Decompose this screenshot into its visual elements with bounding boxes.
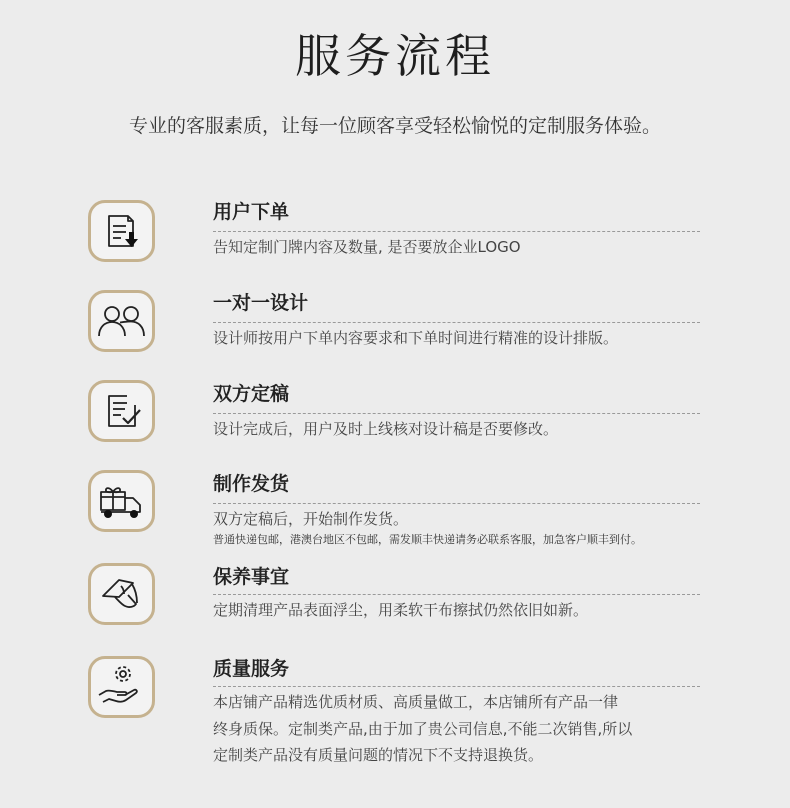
document-check-icon	[91, 383, 152, 439]
icon-frame	[88, 200, 155, 262]
page-subtitle: 专业的客服素质，让每一位顾客享受轻松愉悦的定制服务体验。	[128, 115, 661, 137]
step-title: 用户下单	[213, 201, 290, 223]
icon-frame	[88, 470, 155, 532]
icon-frame	[88, 380, 155, 442]
dashed-divider	[213, 413, 700, 414]
shipping-note: 普通快递包邮，港澳台地区不包邮，需发顺丰快递请务必联系客服，加急客户顺丰到付。	[213, 533, 642, 546]
page-title: 服务流程	[295, 29, 495, 83]
delivery-truck-icon	[91, 473, 152, 529]
step-description-line: 终身质保。定制类产品,由于加了贵公司信息,不能二次销售,所以	[213, 720, 633, 738]
dashed-divider	[213, 322, 700, 323]
step-title: 质量服务	[213, 658, 290, 680]
step-description: 设计完成后，用户及时上线核对设计稿是否要修改。	[213, 420, 559, 438]
step-description: 设计师按用户下单内容要求和下单时间进行精准的设计排版。	[213, 329, 619, 347]
step-description: 定期清理产品表面浮尘，用柔软干布擦拭仍然依旧如新。	[213, 601, 589, 619]
cleaning-cloth-icon	[91, 566, 152, 622]
order-form-icon	[91, 203, 152, 259]
icon-frame	[88, 656, 155, 718]
step-title: 一对一设计	[213, 292, 309, 314]
icon-frame	[88, 290, 155, 352]
step-description-line: 本店铺产品精选优质材质、高质量做工，本店铺所有产品一律	[213, 693, 619, 711]
dashed-divider	[213, 503, 700, 504]
step-title: 制作发货	[213, 473, 290, 495]
step-description: 告知定制门牌内容及数量, 是否要放企业LOGO	[213, 238, 521, 256]
step-description: 双方定稿后，开始制作发货。	[213, 510, 409, 528]
dashed-divider	[213, 594, 700, 595]
step-title: 双方定稿	[213, 383, 290, 405]
dashed-divider	[213, 231, 700, 232]
step-description-line: 定制类产品没有质量问题的情况下不支持退换货。	[213, 746, 544, 764]
dashed-divider	[213, 686, 700, 687]
hand-gear-icon	[91, 659, 152, 715]
two-people-icon	[91, 293, 152, 349]
icon-frame	[88, 563, 155, 625]
step-title: 保养事宜	[213, 566, 290, 588]
